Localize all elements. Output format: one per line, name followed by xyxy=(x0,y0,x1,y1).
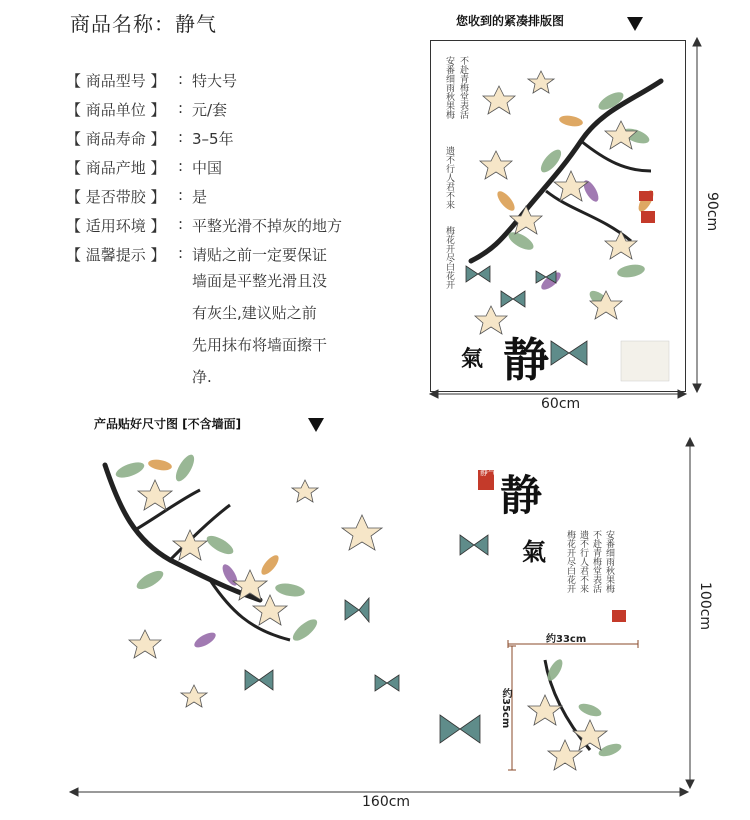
spec-value: 是 xyxy=(192,188,208,206)
spec-key: 【 温馨提示 】 xyxy=(66,246,166,264)
spec-colon: : xyxy=(178,70,184,88)
svg-text:遗不行人君不来: 遗不行人君不来 xyxy=(444,146,454,209)
svg-text:氣: 氣 xyxy=(461,346,484,372)
calligraphy-char-2: 氣 xyxy=(522,537,546,566)
applied-decal-illustration xyxy=(90,450,630,780)
spec-key: 【 商品产地 】 xyxy=(66,159,166,177)
seal-text: 静气 xyxy=(480,468,496,477)
tip-line: 墙面是平整光滑且没 xyxy=(192,272,328,290)
svg-text:不赴青梅堂表活: 不赴青梅堂表活 xyxy=(591,530,601,593)
svg-text:安番细雨秋果梅: 安番细雨秋果梅 xyxy=(444,56,454,119)
spec-key: 【 是否带胶 】 xyxy=(66,188,166,206)
applied-heading: 产品贴好尺寸图 [不含墙面] xyxy=(94,417,242,431)
tip-line: 净. xyxy=(192,368,212,386)
spec-colon: : xyxy=(178,128,184,146)
svg-text:梅花开尽白花开: 梅花开尽白花开 xyxy=(565,530,575,593)
tip-line: 有灰尘,建议贴之前 xyxy=(192,304,317,322)
spec-value: 特大号 xyxy=(192,72,238,90)
calligraphy-char-1: 静 xyxy=(500,471,543,520)
spec-key: 【 商品型号 】 xyxy=(66,72,166,90)
sheet-height-label: 90cm xyxy=(704,192,720,232)
svg-text:不赴青梅堂表活: 不赴青梅堂表活 xyxy=(458,56,468,119)
spec-key: 【 商品寿命 】 xyxy=(66,130,166,148)
spec-colon: : xyxy=(178,157,184,175)
spec-key: 【 商品单位 】 xyxy=(66,101,166,119)
spec-colon: : xyxy=(178,186,184,204)
total-height-label: 100cm xyxy=(697,582,713,631)
spec-colon: : xyxy=(178,99,184,117)
spec-value: 平整光滑不掉灰的地方 xyxy=(192,217,343,235)
total-width-label: 160cm xyxy=(362,794,411,810)
spec-key: 【 适用环境 】 xyxy=(66,217,166,235)
down-arrow-icon xyxy=(308,418,324,432)
spec-value: 3–5年 xyxy=(192,130,234,148)
svg-text:安番细雨秋果梅: 安番细雨秋果梅 xyxy=(604,530,614,593)
detail-width-label: 约33cm xyxy=(546,634,587,645)
sheet-width-label: 60cm xyxy=(541,396,581,412)
spec-value: 元/套 xyxy=(192,101,228,119)
spec-value: 中国 xyxy=(192,159,223,177)
spec-colon: : xyxy=(178,244,184,262)
spec-value: 请贴之前一定要保证 xyxy=(192,246,328,264)
detail-height-label: 约35cm xyxy=(500,688,511,729)
sheet-calligraphy: 静 xyxy=(503,333,549,387)
svg-text:梅花开尽白花开: 梅花开尽白花开 xyxy=(444,226,454,289)
layout-heading: 您收到的紧凑排版图 xyxy=(456,14,565,28)
tip-line: 先用抹布将墙面擦干 xyxy=(192,336,328,354)
product-title: 商品名称：静气 xyxy=(70,12,217,36)
svg-text:遗不行人君不来: 遗不行人君不来 xyxy=(578,530,588,593)
spec-colon: : xyxy=(178,215,184,233)
